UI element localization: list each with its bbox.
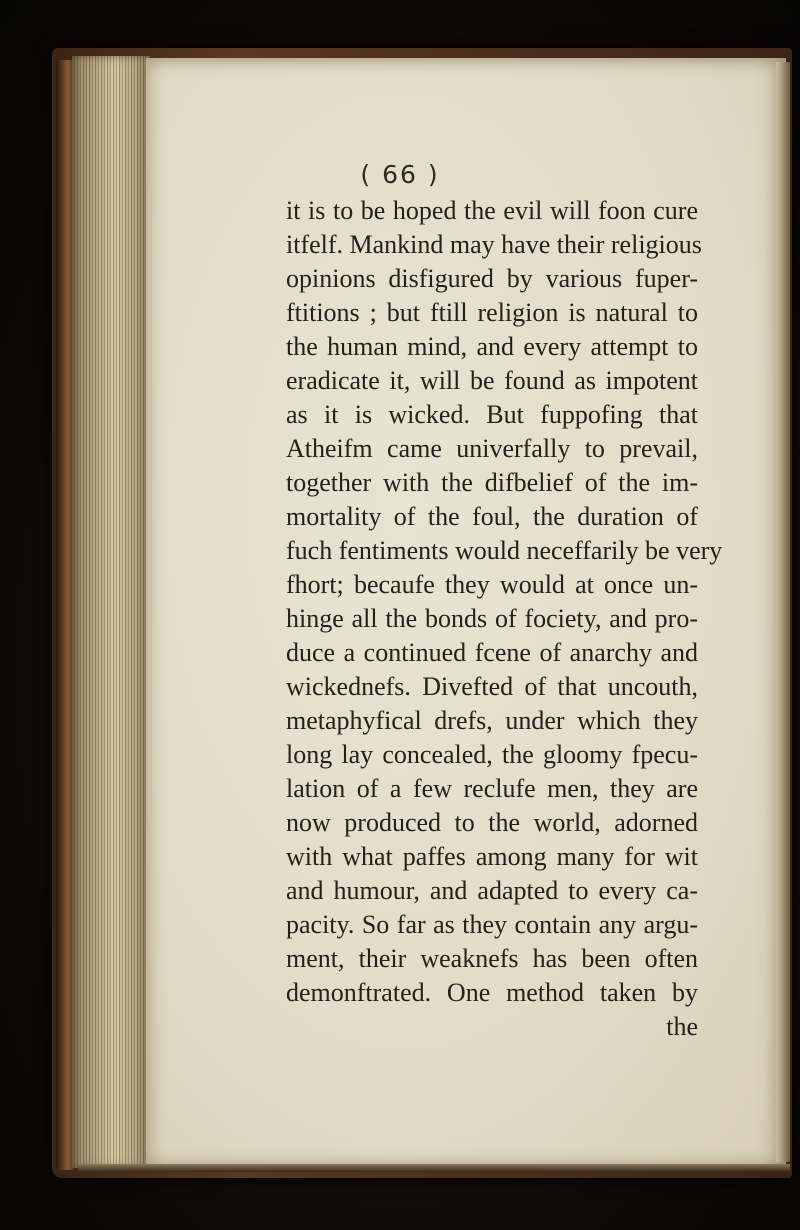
text-line: it is to be hoped the evil will foon cure (286, 196, 698, 225)
text-line: and humour, and adapted to every ca- (286, 876, 698, 905)
text-line: pacity. So far as they contain any argu- (286, 910, 698, 939)
text-line: ment, their weaknefs has been often (286, 944, 698, 973)
text-line: demonftrated. One method taken by (286, 978, 698, 1007)
text-line: together with the difbelief of the im- (286, 468, 698, 497)
cover-bottom-edge (78, 1164, 790, 1172)
header-open-paren: ( (360, 160, 373, 189)
page-header (0, 160, 800, 189)
text-line: the human mind, and every attempt to (286, 332, 698, 361)
text-line: long lay concealed, the gloomy fpecu- (286, 740, 698, 769)
text-line: now produced to the world, adorned (286, 808, 698, 837)
text-line: as it is wicked. But fuppofing that (286, 400, 698, 429)
text-line: itfelf. Mankind may have their religious (286, 230, 702, 259)
text-line: fhort; becaufe they would at once un- (286, 570, 698, 599)
text-line: eradicate it, will be found as impotent (286, 366, 698, 395)
text-line: wickednefs. Divefted of that uncouth, (286, 672, 698, 701)
text-line: mortality of the foul, the duration of (286, 502, 698, 531)
text-line: fuch fentiments would neceffarily be very (286, 536, 723, 565)
page-number: 66 (382, 160, 418, 189)
page-right-edge (776, 62, 790, 1162)
page-edges-shading (72, 56, 150, 1168)
text-line: opinions disfigured by various fuper- (286, 264, 698, 293)
text-line: Atheifm came univerfally to prevail, (286, 434, 698, 463)
text-line: ftitions ; but ftill religion is natural to (286, 298, 698, 327)
catchword: the (666, 1012, 698, 1041)
text-line: metaphyfical drefs, under which they (286, 706, 698, 735)
text-line: with what paffes among many for wit (286, 842, 698, 871)
header-close-paren: ) (427, 160, 440, 189)
text-line: hinge all the bonds of fociety, and pro- (286, 604, 698, 633)
text-line: lation of a few reclufe men, they are (286, 774, 698, 803)
text-line: duce a continued fcene of anarchy and (286, 638, 698, 667)
